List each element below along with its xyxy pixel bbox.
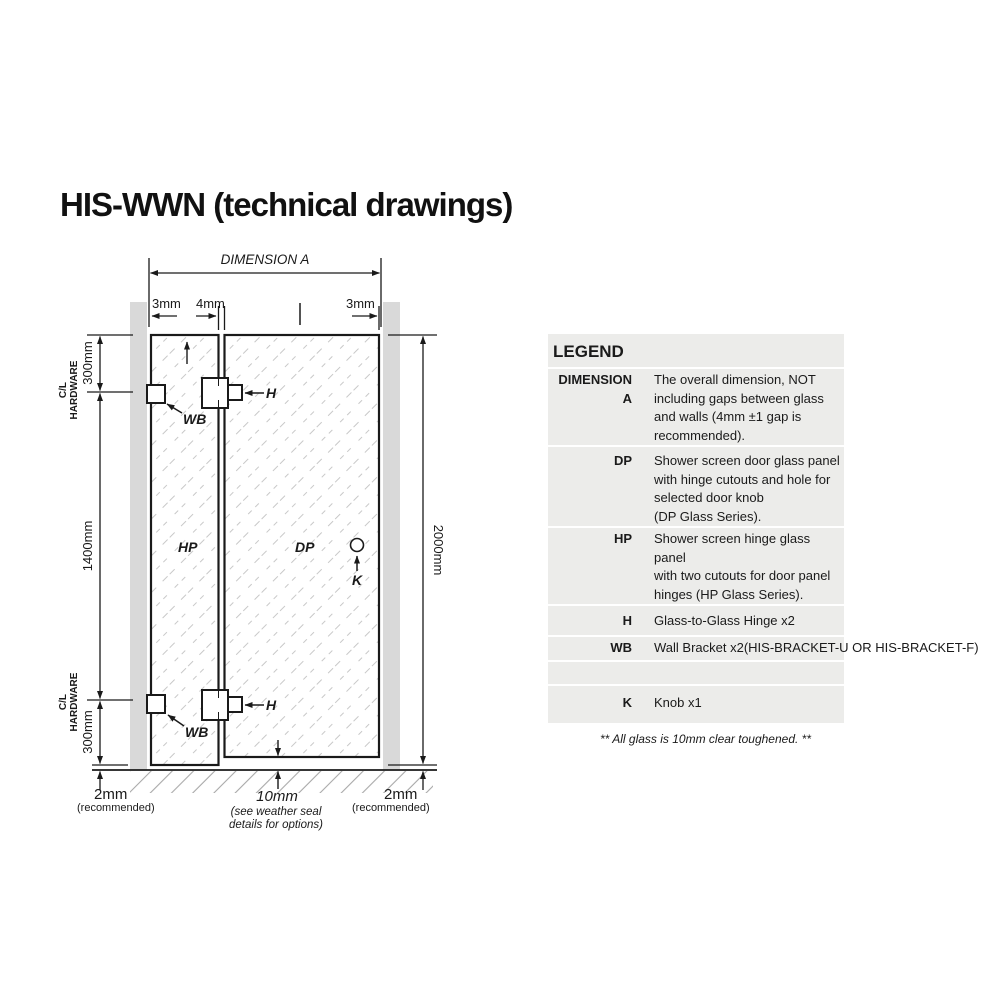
legend-desc-line: Shower screen hinge glass panel	[654, 531, 811, 565]
door-gap-note-line1: (see weather seal	[230, 806, 322, 818]
legend	[548, 334, 979, 746]
legend-key: H	[622, 613, 632, 628]
cl-hardware-bottom-line1: C/L	[58, 693, 69, 711]
cl-hardware-top-line2: HARDWARE	[69, 360, 80, 420]
door-gap-note-line2: details for options)	[229, 819, 323, 831]
knob-label: K	[351, 572, 363, 588]
legend-key: K	[622, 695, 632, 710]
legend-desc-line: recommended).	[654, 427, 746, 443]
legend-desc	[654, 639, 979, 658]
top-offset-label: 300mm	[80, 341, 95, 385]
door-gap-label: 10mm	[256, 788, 298, 805]
legend-desc-line: Wall Bracket x2(HIS-BRACKET-U OR HIS-BRACKET-F)	[654, 639, 979, 655]
legend-desc-line: Knob x1	[654, 695, 702, 710]
legend-key: HP	[613, 531, 632, 546]
gap-mid-label: 4mm	[196, 296, 225, 311]
floor-gap-right-label: 2mm	[384, 786, 418, 803]
overall-height-label: 2000mm	[431, 524, 446, 576]
cl-hardware-top-line1: C/L	[58, 381, 69, 399]
legend-desc	[654, 530, 844, 604]
wall-bracket-bottom	[147, 695, 165, 713]
page-title: HIS-WWN (technical drawings)	[60, 186, 513, 223]
cl-hardware-bottom-line2: HARDWARE	[69, 672, 80, 732]
legend-footnote: ** All glass is 10mm clear toughened. **	[600, 731, 811, 746]
legend-desc	[654, 612, 795, 631]
bottom-offset-label: 300mm	[80, 710, 95, 754]
legend-row-dimension-a	[548, 367, 844, 445]
legend-desc-line: (DP Glass Series).	[654, 508, 762, 524]
hp-panel-label: HP	[178, 539, 198, 555]
legend-row-dp	[548, 445, 844, 526]
legend-desc	[654, 452, 840, 526]
legend-desc-line: with two cutouts for door panel	[654, 568, 831, 583]
bracket-top-label: WB	[183, 411, 207, 427]
legend-row-wb	[548, 635, 979, 661]
legend-desc-line: hinges (HP Glass Series).	[654, 586, 804, 602]
legend-row-empty	[548, 660, 844, 684]
legend-desc-line: Shower screen door glass panel	[654, 453, 840, 468]
legend-panel	[548, 334, 979, 723]
legend-key: DP	[613, 453, 632, 468]
dimension-a	[149, 252, 381, 327]
legend-key: DIMENSION A	[558, 372, 632, 406]
legend-desc	[654, 371, 824, 445]
gap-left-label: 3mm	[152, 296, 181, 311]
legend-desc-line: with hinge cutouts and hole for	[654, 471, 831, 487]
hinge-bottom-label: H	[266, 697, 277, 713]
gap-right-label: 3mm	[346, 296, 375, 311]
knob	[351, 539, 364, 552]
legend-row-h	[548, 604, 844, 635]
legend-desc-line: including gaps between glass	[654, 390, 824, 406]
mid-height-label: 1400mm	[80, 520, 95, 572]
legend-desc-line: The overall dimension, NOT	[654, 372, 816, 387]
floor-gap-right-note: (recommended)	[352, 802, 430, 814]
legend-row-hp	[548, 526, 844, 604]
dp-panel-label: DP	[295, 539, 315, 555]
floor-gap-left-label: 2mm	[94, 786, 128, 803]
legend-desc-line: selected door knob	[654, 490, 764, 505]
legend-row-k	[548, 684, 844, 723]
legend-header: LEGEND	[553, 342, 624, 361]
legend-key: WB	[610, 639, 632, 655]
legend-desc-line: Glass-to-Glass Hinge x2	[654, 613, 795, 628]
bracket-bottom-label: WB	[185, 724, 209, 740]
right-wall	[383, 302, 400, 770]
dimension-a-label: DIMENSION A	[220, 252, 310, 267]
top-gap-dimensions	[152, 296, 379, 330]
hinge-top-label: H	[266, 385, 277, 401]
floor-gap-left-note: (recommended)	[77, 802, 155, 814]
legend-desc-line: and walls (4mm ±1 gap is	[654, 409, 802, 424]
technical-drawing	[40, 230, 500, 850]
legend-desc	[654, 694, 702, 713]
left-dimension-chain	[58, 335, 133, 790]
wall-bracket-top	[147, 385, 165, 403]
